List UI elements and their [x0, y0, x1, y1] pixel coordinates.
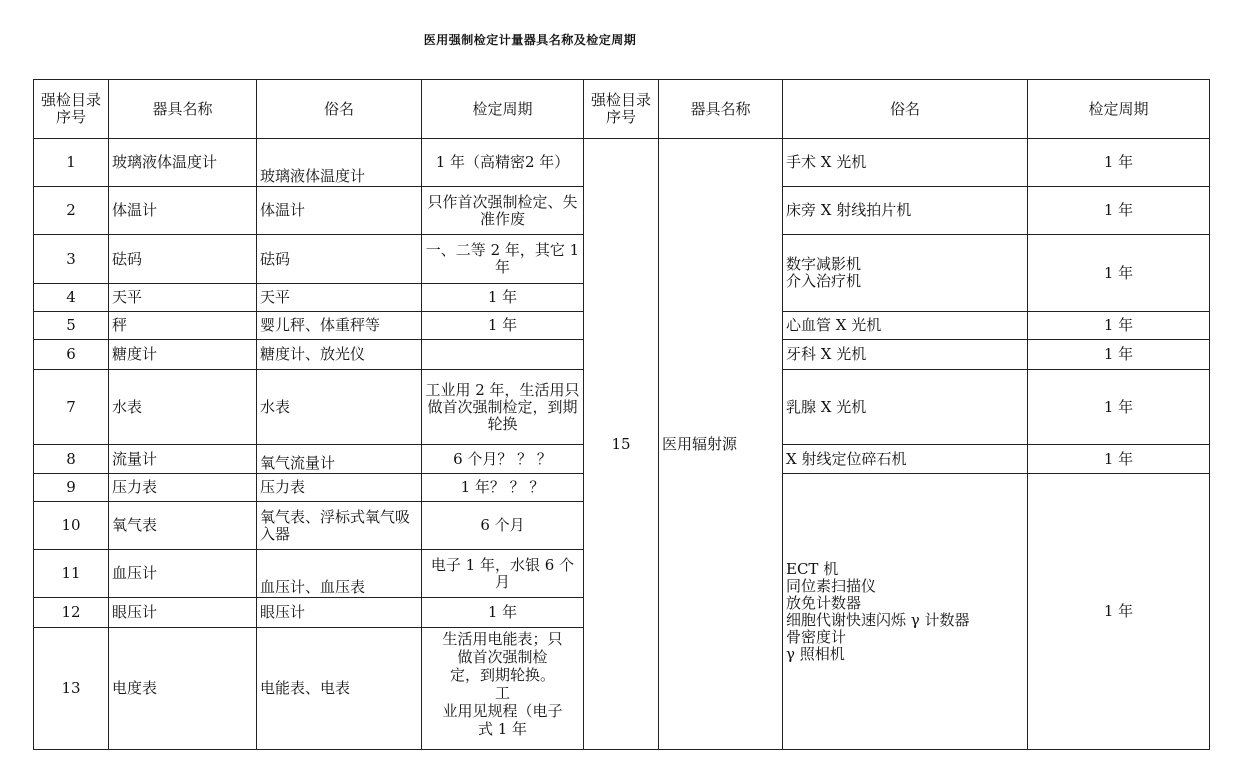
row-seq: 3 — [34, 235, 109, 284]
row-seq: 7 — [34, 370, 109, 445]
header-name-right: 器具名称 — [659, 80, 783, 139]
instrument-table — [33, 79, 1210, 750]
radiation-period: 1 年 — [1028, 235, 1210, 312]
header-name: 器具名称 — [109, 80, 257, 139]
row-alias: 糖度计、放光仪 — [257, 340, 422, 370]
header-seq-right: 强检目录序号 — [584, 80, 659, 139]
row-period: 1 年 — [422, 284, 584, 312]
radiation-alias: 牙科 X 光机 — [783, 340, 1028, 370]
row-name: 眼压计 — [109, 598, 257, 628]
row-period: 1 年 — [422, 598, 584, 628]
row-name: 砝码 — [109, 235, 257, 284]
radiation-period: 1 年 — [1028, 312, 1210, 340]
radiation-period: 1 年 — [1028, 445, 1210, 474]
row-period: 6 个月？ ？ ？ — [422, 445, 584, 474]
row-alias: 血压计、血压表 — [257, 550, 422, 598]
radiation-alias: 乳腺 X 光机 — [783, 370, 1028, 445]
radiation-alias: 手术 X 光机 — [783, 139, 1028, 187]
row-period: 只作首次强制检定、失准作废 — [422, 187, 584, 235]
row-name: 压力表 — [109, 474, 257, 502]
row-period: 工业用 2 年，生活用只做首次强制检定，到期轮换 — [422, 370, 584, 445]
radiation-period: 1 年 — [1028, 474, 1210, 750]
row-alias: 水表 — [257, 370, 422, 445]
table-row — [34, 139, 1210, 187]
row-name: 血压计 — [109, 550, 257, 598]
row-period: 1 年 — [422, 312, 584, 340]
row-alias: 眼压计 — [257, 598, 422, 628]
row-alias: 体温计 — [257, 187, 422, 235]
row-period: 1 年？ ？ ？ — [422, 474, 584, 502]
row-seq: 10 — [34, 502, 109, 550]
row-period: 6 个月 — [422, 502, 584, 550]
row-alias: 砝码 — [257, 235, 422, 284]
radiation-period: 1 年 — [1028, 139, 1210, 187]
row-period: 电子 1 年，水银 6 个月 — [422, 550, 584, 598]
row-name: 电度表 — [109, 628, 257, 750]
radiation-alias: 数字减影机 介入治疗机 — [783, 235, 1028, 312]
row-seq: 9 — [34, 474, 109, 502]
row-alias: 玻璃液体温度计 — [257, 139, 422, 187]
row-seq: 4 — [34, 284, 109, 312]
row-alias: 婴儿秤、体重秤等 — [257, 312, 422, 340]
radiation-period: 1 年 — [1028, 370, 1210, 445]
row-period: 1 年（高精密2 年） — [422, 139, 584, 187]
row-seq: 12 — [34, 598, 109, 628]
radiation-period: 1 年 — [1028, 340, 1210, 370]
radiation-alias: 床旁 X 射线拍片机 — [783, 187, 1028, 235]
row-name: 流量计 — [109, 445, 257, 474]
row-name: 水表 — [109, 370, 257, 445]
row-alias: 电能表、电表 — [257, 628, 422, 750]
row-alias: 天平 — [257, 284, 422, 312]
row-alias: 压力表 — [257, 474, 422, 502]
group-seq: 15 — [584, 139, 659, 750]
row-seq: 1 — [34, 139, 109, 187]
group-name: 医用辐射源 — [659, 139, 783, 750]
row-alias: 氧气表、浮标式氧气吸入器 — [257, 502, 422, 550]
header-alias-right: 俗名 — [783, 80, 1028, 139]
row-period-cell — [422, 628, 584, 750]
row-name: 天平 — [109, 284, 257, 312]
row-period: 一、二等 2 年，其它 1 年 — [422, 235, 584, 284]
document-title: 医用强制检定计量器具名称及检定周期 — [423, 33, 637, 47]
row-name: 玻璃液体温度计 — [109, 139, 257, 187]
header-period: 检定周期 — [422, 80, 584, 139]
header-row — [34, 80, 1210, 139]
row-alias: 氧气流量计 — [257, 445, 422, 474]
radiation-period: 1 年 — [1028, 187, 1210, 235]
row-seq: 2 — [34, 187, 109, 235]
radiation-alias: ECT 机 同位素扫描仪 放免计数器 细胞代谢快速闪烁 γ 计数器 骨密度计 γ 照相机 — [783, 474, 1028, 750]
row-seq: 5 — [34, 312, 109, 340]
row-name: 秤 — [109, 312, 257, 340]
row-period — [422, 340, 584, 370]
row-seq: 8 — [34, 445, 109, 474]
row-name: 氧气表 — [109, 502, 257, 550]
row-seq: 13 — [34, 628, 109, 750]
header-alias: 俗名 — [257, 80, 422, 139]
radiation-alias: 心血管 X 光机 — [783, 312, 1028, 340]
radiation-alias: X 射线定位碎石机 — [783, 445, 1028, 474]
row-seq: 11 — [34, 550, 109, 598]
header-seq: 强检目录序号 — [34, 80, 109, 139]
row-period: 生活用电能表；只 做首次强制检 定，到期轮换。 工 业用见规程（电子 式 1 年 — [442, 630, 563, 738]
row-name: 糖度计 — [109, 340, 257, 370]
row-seq: 6 — [34, 340, 109, 370]
header-period-right: 检定周期 — [1028, 80, 1210, 139]
row-name: 体温计 — [109, 187, 257, 235]
